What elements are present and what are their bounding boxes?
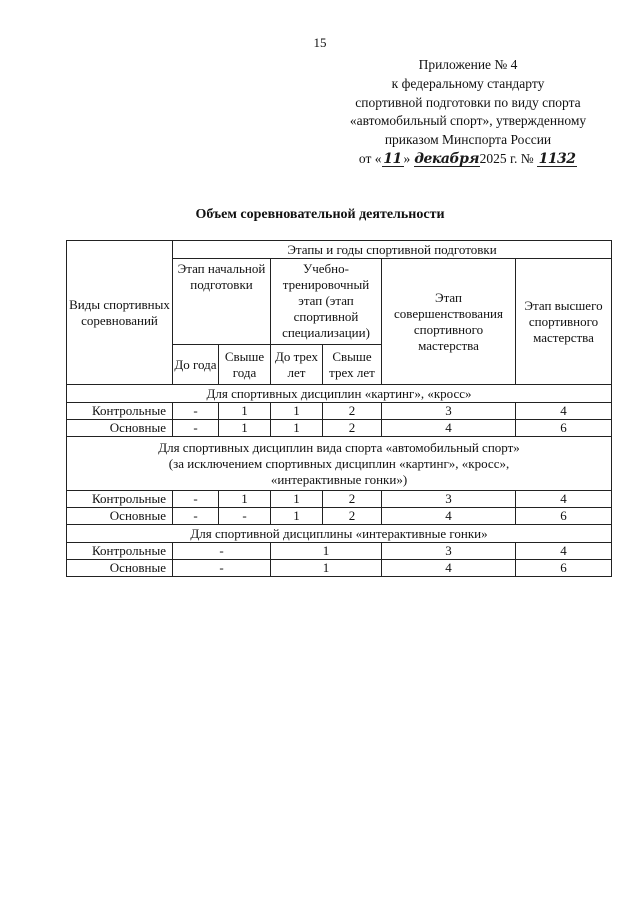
table-cell: -	[173, 560, 271, 577]
section-row	[67, 525, 612, 543]
row-label: Основные	[67, 560, 173, 577]
subheader-up-to-year: До года	[173, 345, 219, 385]
table-cell: 6	[516, 420, 612, 437]
table-cell: 1	[271, 543, 382, 560]
table-row	[67, 508, 612, 525]
header-kinds-of-competitions: Виды спортивных соревнований	[67, 241, 173, 385]
subheader-over-three-years: Свыше трех лет	[323, 345, 382, 385]
table-cell: 1	[271, 491, 323, 508]
section-title-line: (за исключением спортивных дисциплин «картинг», «кросс»,	[168, 455, 510, 471]
header-stage-initial: Этап начальной подготовки	[173, 259, 271, 345]
table-cell: 6	[516, 508, 612, 525]
table-cell: 1	[271, 420, 323, 437]
order-number-handwritten: 1132	[538, 150, 576, 167]
table-cell: 4	[516, 403, 612, 420]
appendix-line-5: приказом Минспорта России	[384, 132, 552, 148]
table-cell: 2	[323, 420, 382, 437]
table-cell: 4	[382, 420, 516, 437]
table-cell: -	[173, 491, 219, 508]
header-stage-improvement: Этап совершенствования спортивного мастерства	[382, 259, 516, 385]
header-stage-higher: Этап высшего спортивного мастерства	[516, 259, 612, 385]
page-number: 15	[313, 35, 327, 50]
table-cell: 3	[382, 491, 516, 508]
table-cell: 1	[271, 403, 323, 420]
appendix-header	[328, 56, 608, 169]
table-cell: 4	[382, 508, 516, 525]
table-cell: -	[173, 508, 219, 525]
table-cell: 4	[516, 543, 612, 560]
row-label: Контрольные	[67, 543, 173, 560]
date-month-handwritten: декабря	[414, 150, 480, 167]
date-year-text: 2025 г. №	[479, 150, 534, 166]
section-row	[67, 437, 612, 491]
date-day-field	[382, 150, 404, 167]
subheader-over-year: Свыше года	[219, 345, 271, 385]
table-row	[67, 560, 612, 577]
date-quote-close: »	[403, 150, 411, 166]
table-row	[67, 403, 612, 420]
table-cell: 2	[323, 508, 382, 525]
date-day-handwritten: 11	[383, 150, 402, 167]
table-row	[67, 543, 612, 560]
table-cell: -	[173, 403, 219, 420]
row-label: Основные	[67, 508, 173, 525]
section-title-interactive-racing: Для спортивной дисциплины «интерактивные гонки»	[67, 525, 612, 543]
table-cell: 2	[323, 491, 382, 508]
table-cell: 1	[271, 508, 323, 525]
table-cell: 4	[516, 491, 612, 508]
table-cell: -	[173, 420, 219, 437]
table-cell: -	[173, 543, 271, 560]
appendix-line-3: спортивной подготовки по виду спорта	[355, 94, 581, 110]
table-cell: 1	[219, 491, 271, 508]
appendix-line-2: к федеральному стандарту	[391, 75, 545, 91]
row-label: Контрольные	[67, 403, 173, 420]
table-cell: 1	[219, 420, 271, 437]
table-cell: -	[219, 508, 271, 525]
section-title-line: Для спортивных дисциплин вида спорта «автомобильный спорт»	[158, 439, 520, 455]
table-cell: 2	[323, 403, 382, 420]
row-label: Контрольные	[67, 491, 173, 508]
document-title: Объем соревновательной деятельности	[195, 207, 445, 222]
table-cell: 3	[382, 543, 516, 560]
table-cell: 6	[516, 560, 612, 577]
appendix-date-line	[328, 150, 608, 169]
table-cell: 4	[382, 560, 516, 577]
section-row	[67, 385, 612, 403]
table-cell: 3	[382, 403, 516, 420]
table-row	[67, 491, 612, 508]
appendix-line-4: «автомобильный спорт», утвержденному	[349, 113, 587, 129]
competition-volume-table	[66, 240, 612, 577]
table-cell: 1	[219, 403, 271, 420]
header-stages-years: Этапы и годы спортивной подготовки	[173, 241, 612, 259]
table-row	[67, 420, 612, 437]
row-label: Основные	[67, 420, 173, 437]
section-title-line: «интерактивные гонки»)	[270, 471, 408, 487]
header-stage-training: Учебно-тренировочный этап (этап спортивной специализации)	[271, 259, 382, 345]
table-cell: 1	[271, 560, 382, 577]
date-prefix: от «	[358, 150, 382, 166]
header-row-1	[67, 241, 612, 259]
date-month-field	[414, 150, 480, 167]
section-title-karting-cross: Для спортивных дисциплин «картинг», «кросс»	[67, 385, 612, 403]
section-title-auto-sport	[67, 437, 612, 491]
subheader-up-to-three-years: До трех лет	[271, 345, 323, 385]
appendix-line-1: Приложение № 4	[418, 57, 518, 72]
order-number-field	[537, 150, 577, 167]
